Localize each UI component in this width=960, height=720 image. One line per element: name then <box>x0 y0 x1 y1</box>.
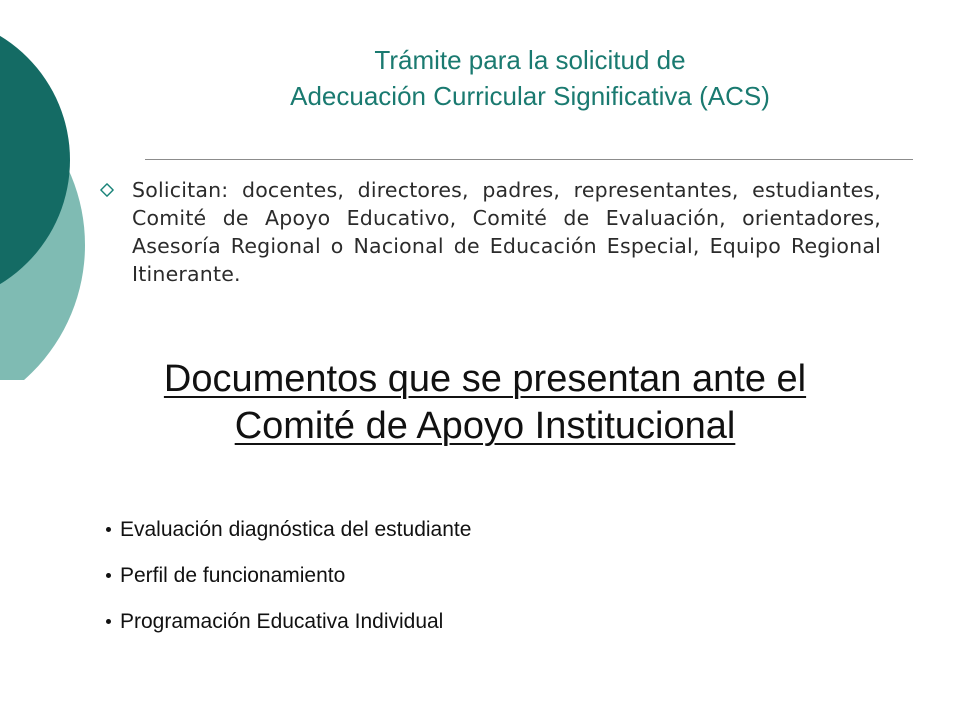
list-item <box>106 564 471 587</box>
list-item-label: Perfil de funcionamiento <box>120 564 346 587</box>
title-line-2: Adecuación Curricular Significativa (ACS) <box>290 81 770 111</box>
decorative-circles <box>0 0 100 380</box>
solicitan-paragraph: Solicitan: docentes, directores, padres, representantes, estudiantes, Comité de Apoyo Educativo, Comité de Evaluación, orientadores, Asesoría Regional o Nacional de Educación Especial, Equipo Regional Itinerante. <box>132 178 881 286</box>
documents-heading <box>100 356 870 450</box>
list-item-label: Programación Educativa Individual <box>120 610 444 633</box>
documents-heading-line-1: Documentos que se presentan ante el <box>163 358 807 400</box>
list-item-label: Evaluación diagnóstica del estudiante <box>120 518 472 541</box>
list-item <box>106 610 471 633</box>
bullet-dot-icon <box>106 573 111 578</box>
documents-list <box>106 518 471 656</box>
documents-heading-line-2: Comité de Apoyo Institucional <box>234 405 736 447</box>
bullet-dot-icon <box>106 619 111 624</box>
hollow-diamond-bullet-icon <box>100 183 114 197</box>
list-item <box>106 518 471 541</box>
slide-title <box>140 42 920 114</box>
bullet-dot-icon <box>106 527 111 532</box>
title-divider <box>145 159 913 160</box>
title-line-1: Trámite para la solicitud de <box>374 45 686 75</box>
